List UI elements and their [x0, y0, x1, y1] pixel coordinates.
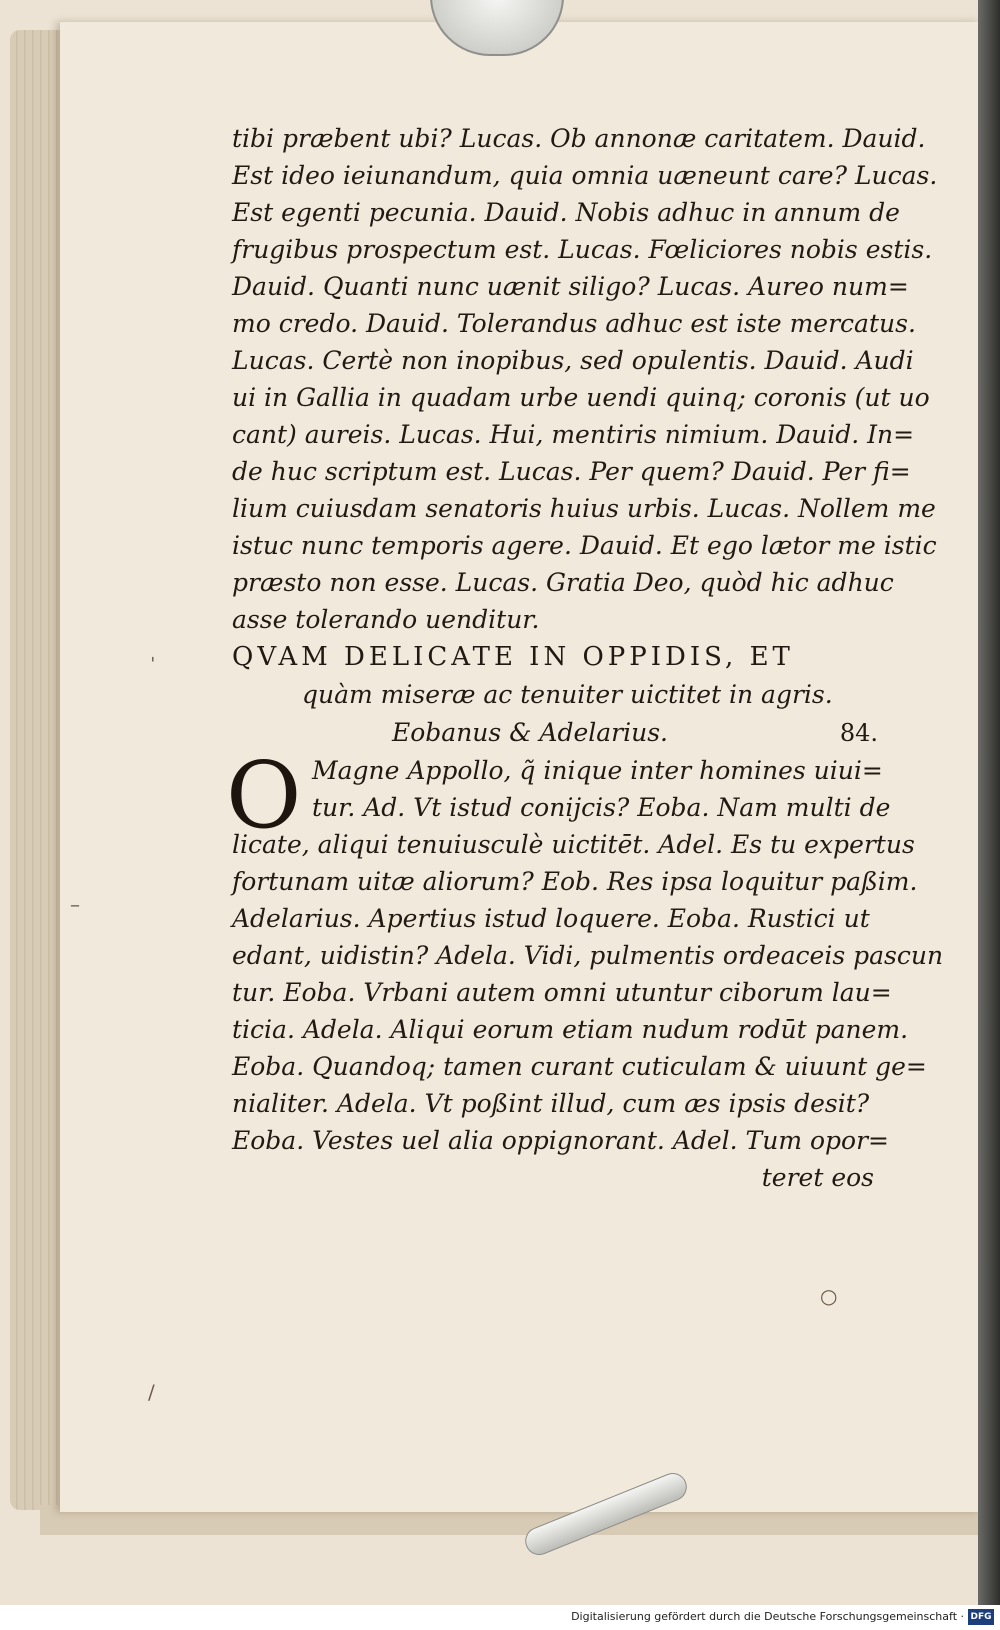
- text-line: tibi præbent ubi? Lucas. Ob annonæ caritatem. Dauid.: [232, 124, 926, 153]
- text-line: mo credo. Dauid. Tolerandus adhuc est iste mercatus.: [232, 309, 916, 338]
- text-line: Lucas. Certè non inopibus, sed opulentis. Dauid. Audi: [232, 346, 914, 375]
- paper-hole-mark: ○: [820, 1284, 838, 1308]
- text-line: istuc nunc temporis agere. Dauid. Et ego lætor me istic: [232, 531, 937, 560]
- text-line: licate, aliqui tenuiusculè uictitēt. Adel. Es tu expertus: [232, 830, 915, 859]
- speakers-line: [232, 714, 882, 752]
- text-line: Adelarius. Apertius istud loquere. Eoba. Rustici ut: [232, 904, 870, 933]
- page-text: [226, 120, 944, 1196]
- text-line: de huc scriptum est. Lucas. Per quem? Dauid. Per fi=: [232, 457, 911, 486]
- text-line: Magne Appollo, q̃ inique inter homines uiui=: [312, 756, 883, 785]
- text-line: edant, uidistin? Adela. Vidi, pulmentis ordeaceis pascun: [232, 941, 944, 970]
- section-heading: QVAM DELICATE IN OPPIDIS, ET: [232, 642, 794, 672]
- margin-tick: /: [148, 1380, 155, 1404]
- text-line: præsto non esse. Lucas. Gratia Deo, quòd hic adhuc: [232, 568, 894, 597]
- footer-bar: [0, 1605, 1000, 1630]
- dialogue-paragraph: [226, 742, 944, 1159]
- speakers-names: Eobanus & Adelarius.: [392, 718, 668, 747]
- text-line: cant) aureis. Lucas. Hui, mentiris nimium. Dauid. In=: [232, 420, 915, 449]
- margin-dash: –: [70, 892, 80, 916]
- funding-credit: Digitalisierung gefördert durch die Deutsche Forschungsgemeinschaft ·: [571, 1610, 964, 1623]
- scanner-edge: [978, 0, 1000, 1605]
- text-line: tur. Ad. Vt istud conijcis? Eoba. Nam multi de: [312, 793, 891, 822]
- drop-cap: O: [226, 742, 302, 849]
- dfg-logo: DFG: [968, 1609, 994, 1625]
- body-paragraph: [232, 120, 938, 638]
- text-line: ui in Gallia in quadam urbe uendi quinq; coronis (ut uo: [232, 383, 930, 412]
- text-line: ticia. Adela. Aliqui eorum etiam nudum rodūt panem.: [232, 1015, 909, 1044]
- text-line: Est egenti pecunia. Dauid. Nobis adhuc in annum de: [232, 198, 900, 227]
- catchword: teret eos: [761, 1163, 874, 1192]
- text-line: Dauid. Quanti nunc uænit siligo? Lucas. Aureo num=: [232, 272, 909, 301]
- text-line: nialiter. Adela. Vt poßint illud, cum æs ipsis desit?: [232, 1089, 870, 1118]
- text-line: lium cuiusdam senatoris huius urbis. Lucas. Nollem me: [232, 494, 936, 523]
- text-line: Eoba. Quandoq; tamen curant cuticulam & uiuunt ge=: [232, 1052, 927, 1081]
- text-line: fortunam uitæ aliorum? Eob. Res ipsa loquitur paßim.: [232, 867, 918, 896]
- text-line: tur. Eoba. Vrbani autem omni utuntur ciborum lau=: [232, 978, 892, 1007]
- text-line: frugibus prospectum est. Lucas. Fœliciores nobis estis.: [232, 235, 933, 264]
- page-number: 84.: [839, 719, 878, 747]
- text-line: asse tolerando uenditur.: [232, 605, 540, 634]
- margin-speck: ˌ: [150, 640, 156, 664]
- text-line: Eoba. Vestes uel alia oppignorant. Adel. Tum opor=: [232, 1126, 889, 1155]
- text-line: Est ideo ieiunandum, quia omnia uæneunt care? Lucas.: [232, 161, 938, 190]
- section-subheading: quàm miseræ ac tenuiter uictitet in agris.: [302, 680, 833, 709]
